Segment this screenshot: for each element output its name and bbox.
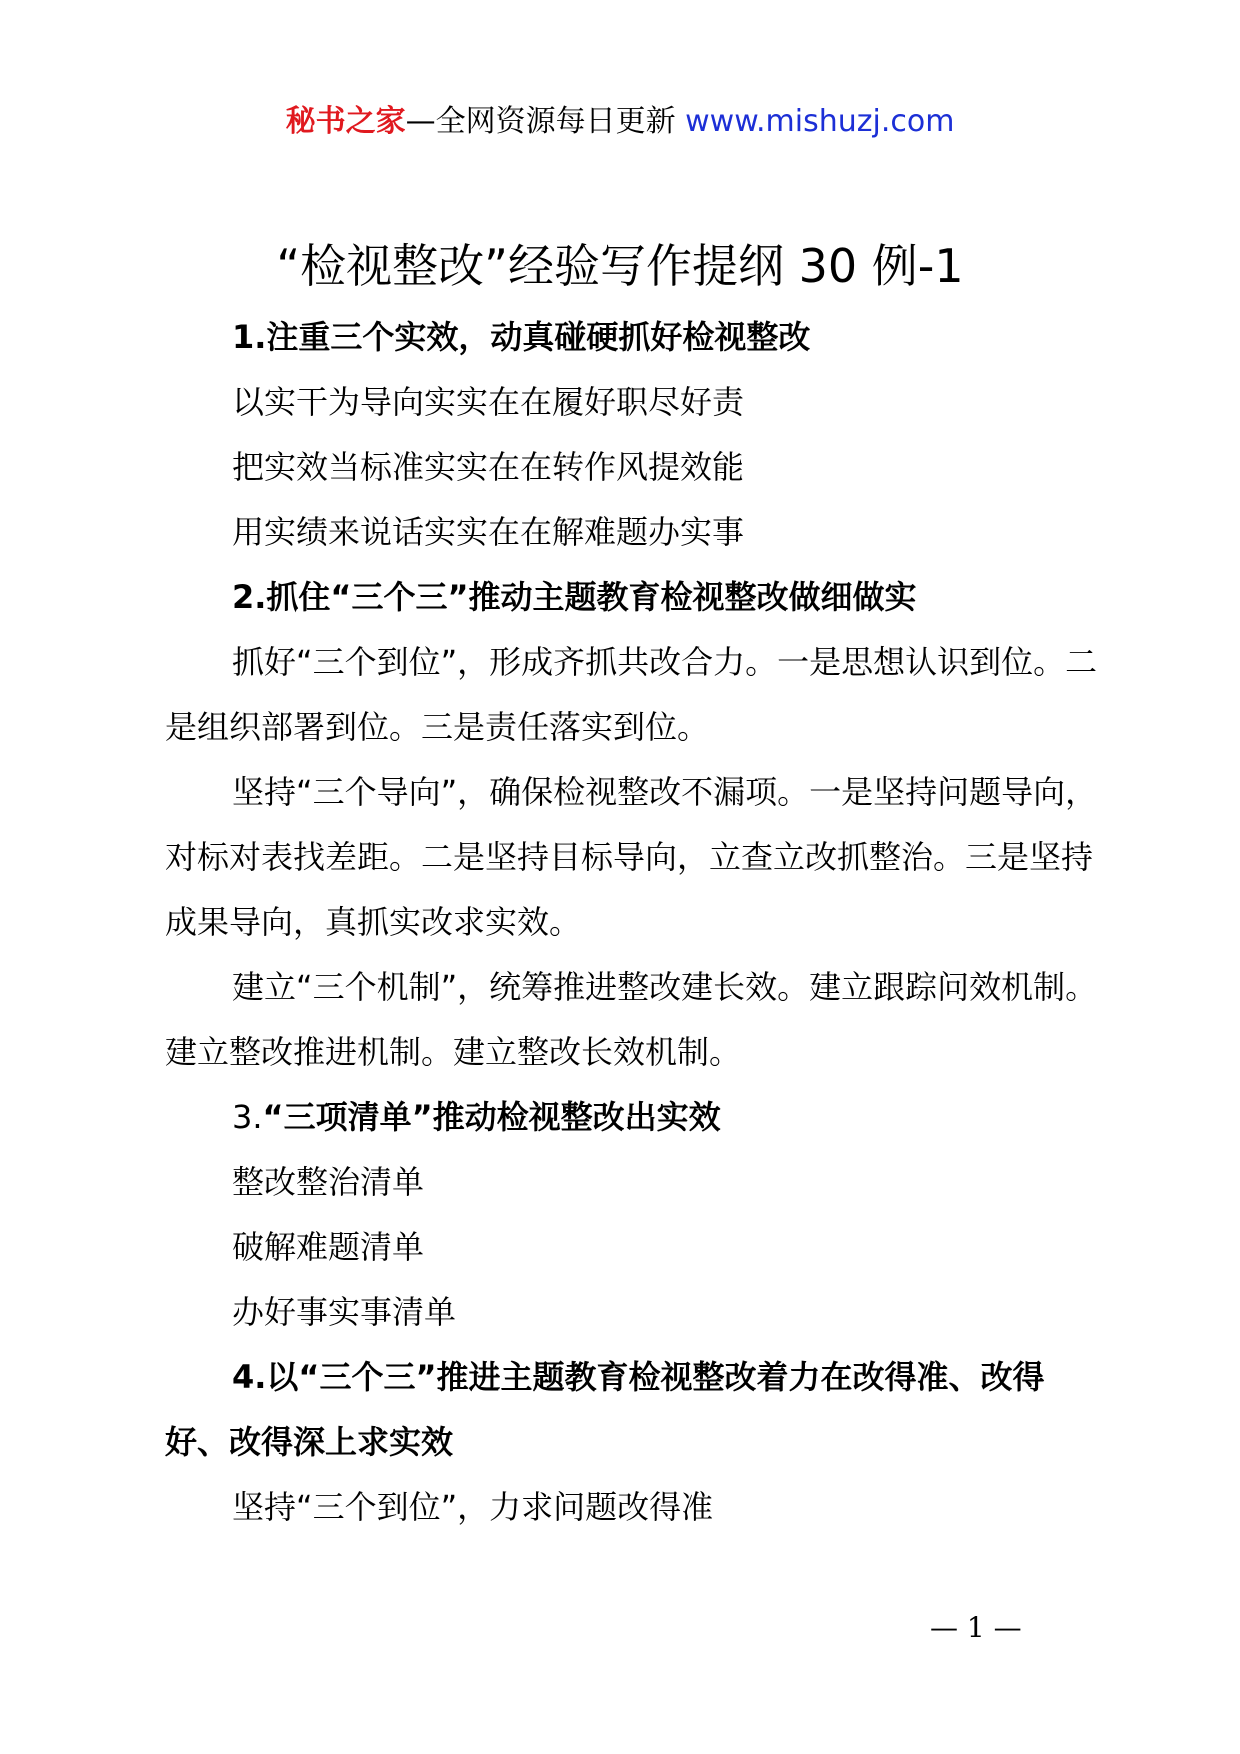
- page-number: — 1 —: [930, 1611, 1022, 1644]
- list-item: 以实干为导向实实在在履好职尽好责: [232, 383, 745, 421]
- paragraph: 建立“三个机制”，统筹推进整改建长效。建立跟踪问效机制。建立整改推进机制。建立整改长效机制。: [165, 968, 1098, 1071]
- site-url-link[interactable]: www.mishuzj.com: [685, 104, 955, 139]
- document-body: [165, 305, 1100, 1540]
- section-heading-text: “三项清单”推动检视整改出实效: [262, 1098, 721, 1136]
- list-item: 破解难题清单: [232, 1228, 425, 1266]
- site-header: [0, 100, 1240, 144]
- section-heading: 1.注重三个实效，动真碰硬抓好检视整改: [232, 318, 811, 356]
- section-number: 3.: [232, 1098, 263, 1136]
- document-title: “检视整改”经验写作提纲 30 例-1: [276, 239, 964, 293]
- list-item: 坚持“三个到位”，力求问题改得准: [232, 1488, 714, 1526]
- section-heading: 2.抓住“三个三”推动主题教育检视整改做细做实: [232, 578, 917, 616]
- header-tagline: —全网资源每日更新: [405, 104, 676, 139]
- list-item: 办好事实事清单: [232, 1293, 457, 1331]
- section-heading: [165, 1085, 1100, 1150]
- brand-name: 秘书之家: [285, 104, 406, 139]
- paragraph: 抓好“三个到位”，形成齐抓共改合力。一是思想认识到位。二是组织部署到位。三是责任落实到位。: [165, 643, 1098, 746]
- section-heading: 4.以“三个三”推进主题教育检视整改着力在改得准、改得好、改得深上求实效: [165, 1358, 1045, 1461]
- list-item: 用实绩来说话实实在在解难题办实事: [232, 513, 745, 551]
- list-item: 把实效当标准实实在在转作风提效能: [232, 448, 745, 486]
- list-item: 整改整治清单: [232, 1163, 425, 1201]
- paragraph: 坚持“三个导向”，确保检视整改不漏项。一是坚持问题导向，对标对表找差距。二是坚持目标导向，立查立改抓整治。三是坚持成果导向，真抓实改求实效。: [165, 773, 1098, 941]
